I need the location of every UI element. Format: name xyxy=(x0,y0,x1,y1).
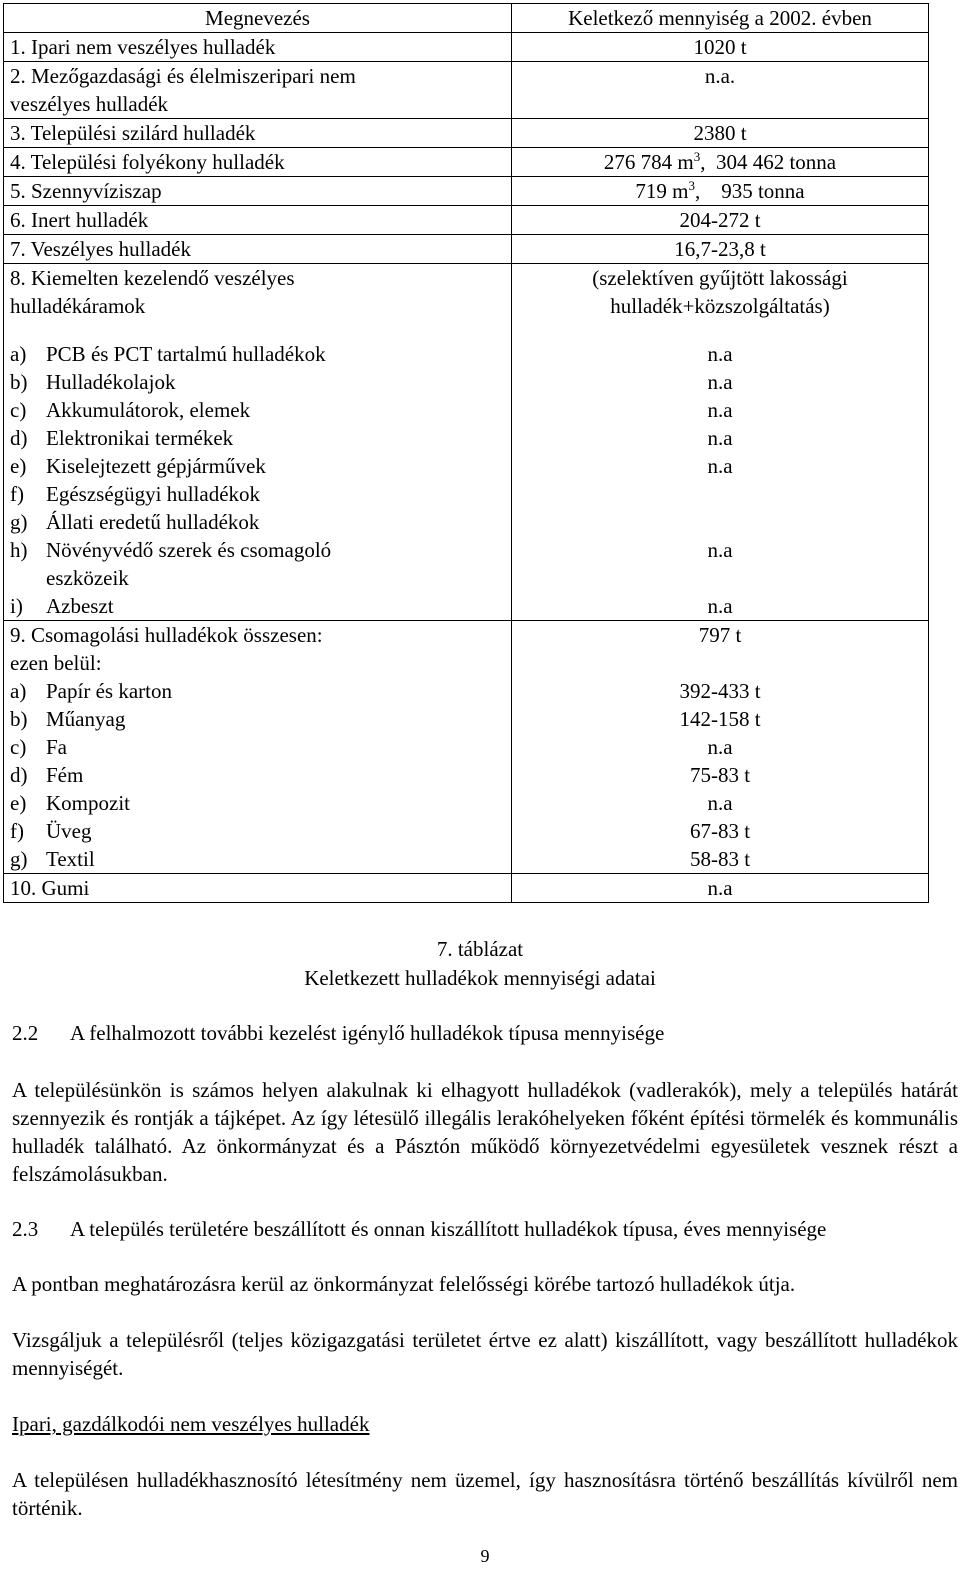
item-label: Állati eredetű hulladékok xyxy=(46,510,260,534)
row-value: n.a xyxy=(512,874,929,903)
item-value: n.a xyxy=(707,791,733,815)
waste-table xyxy=(3,3,929,903)
item-value xyxy=(518,480,922,508)
item-label: Fa xyxy=(46,735,67,759)
list-item xyxy=(10,368,505,396)
header-name: Megnevezés xyxy=(4,4,512,33)
list-item xyxy=(10,592,505,620)
row-label: 10. Gumi xyxy=(4,874,512,903)
value-part: , 935 tonna xyxy=(694,179,805,203)
table-caption-number: 7. táblázat xyxy=(436,937,524,961)
item-value: n.a xyxy=(707,426,733,450)
row-value: 1020 t xyxy=(512,33,929,62)
paragraph: Vizsgáljuk a településről (teljes közigazgatási területet értve ez alatt) kiszállított, vagy beszállított hulladékok mennyiségét. xyxy=(12,1328,958,1380)
item-key: g) xyxy=(10,847,28,871)
list-item xyxy=(10,789,505,817)
item-key: c) xyxy=(10,735,27,759)
item-key: a) xyxy=(10,342,27,366)
item-key: f) xyxy=(10,819,24,843)
item-value: n.a xyxy=(707,370,733,394)
item-value: 142-158 t xyxy=(679,707,761,731)
table-row xyxy=(4,874,929,903)
section-title: A település területére beszállított és onnan kiszállított hulladékok típusa, éves mennyisége xyxy=(70,1217,827,1241)
row-label: 1. Ipari nem veszélyes hulladék xyxy=(4,33,512,62)
row-label: 3. Települési szilárd hulladék xyxy=(4,119,512,148)
section-heading-2-2 xyxy=(12,1019,942,1047)
item-key: a) xyxy=(10,679,27,703)
packaging-within: ezen belül: xyxy=(10,651,102,675)
list-item xyxy=(10,817,505,845)
section-number: 2.2 xyxy=(12,1021,39,1045)
section-number: 2.3 xyxy=(12,1217,39,1241)
value-part: 276 784 m xyxy=(603,150,694,174)
item-label: Növényvédő szerek és csomagoló eszközeik xyxy=(46,538,332,590)
list-item xyxy=(10,677,505,705)
section-heading-2-3 xyxy=(12,1215,942,1243)
item-key: e) xyxy=(10,791,27,815)
superscript: 3 xyxy=(693,149,701,164)
item-value: n.a xyxy=(707,398,733,422)
table-row xyxy=(4,206,929,235)
item-value: 392-433 t xyxy=(679,679,761,703)
list-item xyxy=(10,845,505,873)
item-key: f) xyxy=(10,482,24,506)
superscript: 3 xyxy=(688,178,695,193)
hazardous-label: 8. Kiemelten kezelendő veszélyes hulladékáramok xyxy=(10,266,295,318)
row-label: 7. Veszélyes hulladék xyxy=(4,235,512,264)
item-key: b) xyxy=(10,370,28,394)
table-row xyxy=(4,177,929,206)
item-label: Műanyag xyxy=(46,707,126,731)
item-label: Hulladékolajok xyxy=(46,370,176,394)
row-value: 204-272 t xyxy=(512,206,929,235)
table-row xyxy=(4,119,929,148)
row-label: 2. Mezőgazdasági és élelmiszeripari nem veszélyes hulladék xyxy=(4,62,512,119)
table-caption-title: Keletkezett hulladékok mennyiségi adatai xyxy=(304,966,656,990)
item-label: Fém xyxy=(46,763,84,787)
item-label: PCB és PCT tartalmú hulladékok xyxy=(46,342,326,366)
item-key: g) xyxy=(10,510,28,534)
list-item xyxy=(10,424,505,452)
item-label: Textil xyxy=(46,847,95,871)
item-label: Elektronikai termékek xyxy=(46,426,234,450)
item-label: Akkumulátorok, elemek xyxy=(46,398,251,422)
row-value: n.a. xyxy=(512,62,929,119)
table-row xyxy=(4,148,929,177)
item-label: Egészségügyi hulladékok xyxy=(46,482,261,506)
item-label: Üveg xyxy=(46,819,92,843)
table-row xyxy=(4,62,929,119)
item-value: n.a xyxy=(707,454,733,478)
value-part: 719 m xyxy=(635,179,689,203)
item-key: h) xyxy=(10,538,28,562)
row-value: 2380 t xyxy=(512,119,929,148)
section-title: A felhalmozott további kezelést igénylő hulladékok típusa mennyisége xyxy=(70,1021,665,1045)
hazardous-note: (szelektíven gyűjtött lakossági hulladék+közszolgáltatás) xyxy=(592,266,848,318)
spacer xyxy=(518,320,922,340)
subheading: Ipari, gazdálkodói nem veszélyes hulladék xyxy=(12,1412,370,1436)
hazardous-values xyxy=(512,264,929,621)
list-item xyxy=(10,733,505,761)
item-label: Kompozit xyxy=(46,791,130,815)
spacer xyxy=(10,320,505,340)
row-value: 16,7-23,8 t xyxy=(512,235,929,264)
list-item xyxy=(10,340,505,368)
row-value xyxy=(512,148,929,177)
item-value: n.a xyxy=(707,594,733,618)
header-amount: Keletkező mennyiség a 2002. évben xyxy=(512,4,929,33)
row-value xyxy=(512,177,929,206)
item-key: e) xyxy=(10,454,27,478)
page-number: 9 xyxy=(480,1546,490,1566)
packaging-total: 797 t xyxy=(698,623,742,647)
item-value xyxy=(518,508,922,536)
packaging-values xyxy=(512,621,929,874)
paragraph: A településünkön is számos helyen alakulnak ki elhagyott hulladékok (vadlerakók), mely a település határát szennyezik és rontják a tájképet. Az így létesülő illegális lerakóhelyeken főként építési törmelék és kommunális hulladék található. Az önkormányzat és a Pásztón működő környezetvédelmi egyesületek vesznek részt a felszámolásukban. xyxy=(12,1078,958,1186)
list-item xyxy=(10,508,505,536)
list-item xyxy=(10,761,505,789)
spacer xyxy=(518,649,922,677)
paragraph: A pontban meghatározásra kerül az önkormányzat felelősségi körébe tartozó hulladékok útja. xyxy=(12,1272,796,1296)
hazardous-cell xyxy=(4,264,512,621)
item-value: n.a xyxy=(707,735,733,759)
list-item xyxy=(10,396,505,424)
item-value: 75-83 t xyxy=(689,763,751,787)
packaging-label: 9. Csomagolási hulladékok összesen: xyxy=(10,623,323,647)
row-label: 4. Települési folyékony hulladék xyxy=(4,148,512,177)
packaging-cell xyxy=(4,621,512,874)
item-key: i) xyxy=(10,594,23,618)
item-key: d) xyxy=(10,763,28,787)
spacer xyxy=(518,564,922,592)
list-item xyxy=(10,536,505,592)
list-item xyxy=(10,452,505,480)
item-value: 58-83 t xyxy=(689,847,751,871)
table-header-row xyxy=(4,4,929,33)
table-row-hazardous xyxy=(4,264,929,621)
table-row-packaging xyxy=(4,621,929,874)
list-item xyxy=(10,480,505,508)
table-row xyxy=(4,33,929,62)
table-row xyxy=(4,235,929,264)
list-item xyxy=(10,705,505,733)
paragraph: A településen hulladékhasznosító létesítmény nem üzemel, így hasznosításra történő beszállítás kívülről nem történik. xyxy=(12,1468,958,1520)
item-value: n.a xyxy=(707,342,733,366)
item-label: Kiselejtezett gépjárművek xyxy=(46,454,266,478)
item-label: Papír és karton xyxy=(46,679,172,703)
item-value: n.a xyxy=(707,538,733,562)
value-part: , 304 462 tonna xyxy=(700,150,837,174)
item-value: 67-83 t xyxy=(689,819,751,843)
item-key: c) xyxy=(10,398,27,422)
row-label: 6. Inert hulladék xyxy=(4,206,512,235)
item-key: d) xyxy=(10,426,28,450)
row-label: 5. Szennyvíziszap xyxy=(4,177,512,206)
item-label: Azbeszt xyxy=(46,594,114,618)
item-key: b) xyxy=(10,707,28,731)
